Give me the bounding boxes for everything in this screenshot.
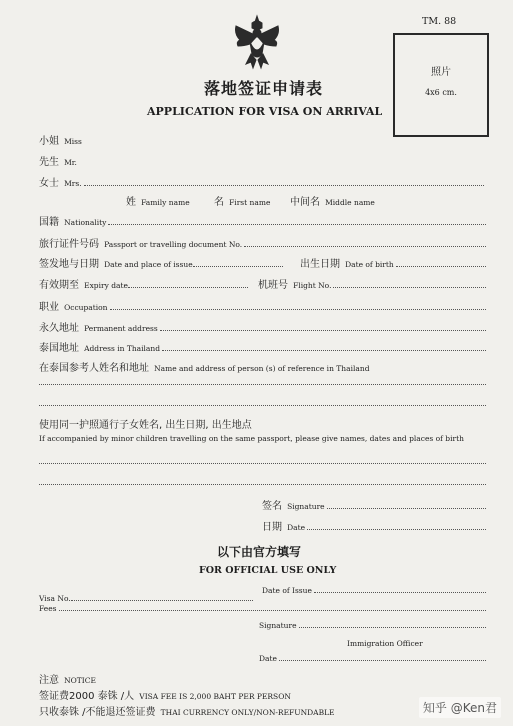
visa-no-field[interactable] xyxy=(71,600,253,601)
official-date-field[interactable] xyxy=(279,659,486,661)
thai-address-row: 泰国地址 Address in Thailand xyxy=(39,336,486,355)
title-mr: 先生 Mr. xyxy=(39,157,77,168)
title-miss: 小姐 Miss xyxy=(39,136,82,147)
issue-field[interactable] xyxy=(193,266,283,267)
flight-row: 机班号 Flight No. xyxy=(258,273,486,292)
middle-name-header: 中间名 Middle name xyxy=(290,197,375,208)
official-title-english: FOR OFFICIAL USE ONLY xyxy=(199,565,337,576)
notice-label: 注意 NOTICE xyxy=(39,675,96,686)
photo-box xyxy=(393,33,489,137)
first-name-header: 名 First name xyxy=(214,197,271,208)
date-field[interactable] xyxy=(307,528,486,530)
minors-label-chinese: 使用同一护照通行子女姓名, 出生日期, 出生地点 xyxy=(39,420,252,431)
minors-line-2[interactable] xyxy=(39,484,486,485)
nationality-field[interactable] xyxy=(108,223,486,225)
birth-field[interactable] xyxy=(396,265,486,267)
notice-line-1: 签证费2000 泰铢 /人 VISA FEE IS 2,000 BAHT PER PERSON xyxy=(39,691,291,702)
date-of-issue-field[interactable] xyxy=(314,591,486,593)
fees-field[interactable] xyxy=(59,609,486,611)
permanent-address-field[interactable] xyxy=(160,329,486,331)
thai-address-field[interactable] xyxy=(162,349,486,351)
garuda-emblem-icon xyxy=(232,14,282,70)
photo-size: 4x6 cm. xyxy=(425,88,457,97)
notice-line-2: 只收泰铢 /不能退还签证费 THAI CURRENCY ONLY/NON-REFUNDABLE xyxy=(39,707,335,718)
official-signature-row: Signature xyxy=(259,621,486,630)
immigration-officer-label: Immigration Officer xyxy=(347,639,423,648)
occupation-field[interactable] xyxy=(110,308,486,310)
expiry-row: 有效期至 Expiry date xyxy=(39,273,248,292)
date-row: 日期 Date xyxy=(262,515,486,534)
title-chinese: 落地签证申请表 xyxy=(204,79,324,98)
passport-field[interactable] xyxy=(244,245,486,247)
occupation-row: 职业 Occupation xyxy=(39,295,486,314)
name-line[interactable] xyxy=(84,184,484,186)
expiry-field[interactable] xyxy=(128,287,248,288)
title-english: APPLICATION FOR VISA ON ARRIVAL xyxy=(147,105,383,118)
watermark: 知乎 @Ken君 xyxy=(419,697,501,718)
date-of-issue-row: Date of Issue xyxy=(262,586,486,595)
birth-row: 出生日期 Date of birth xyxy=(300,252,486,271)
official-title-chinese: 以下由官方填写 xyxy=(217,545,302,559)
nationality-row: 国籍 Nationality xyxy=(39,210,486,229)
visa-no-row: Visa No. xyxy=(39,586,253,605)
permanent-row: 永久地址 Permanent address xyxy=(39,316,486,335)
flight-field[interactable] xyxy=(333,286,486,288)
reference-label: 在泰国参考人姓名和地址 Name and address of person (s) of reference in Thailand xyxy=(39,363,370,374)
reference-line-2[interactable] xyxy=(39,405,486,406)
fees-row: Fees xyxy=(39,604,486,613)
title-mrs-row: 女士 Mrs. xyxy=(39,171,484,190)
signature-row: 签名 Signature xyxy=(262,494,486,513)
passport-row: 旅行证件号码 Passport or travelling document No. xyxy=(39,232,486,251)
photo-label: 照片 xyxy=(431,67,451,78)
family-name-header: 姓 Family name xyxy=(126,197,190,208)
minors-label-english: If accompanied by minor children travelling on the same passport, please give names, dates and places of birth xyxy=(39,434,464,443)
official-signature-field[interactable] xyxy=(299,626,486,628)
form-code: TM. 88 xyxy=(422,16,457,27)
reference-line-1[interactable] xyxy=(39,384,486,385)
official-date-row: Date xyxy=(259,654,486,663)
issue-row: 签发地与日期 Date and place of issue xyxy=(39,252,283,271)
minors-line-1[interactable] xyxy=(39,463,486,464)
signature-field[interactable] xyxy=(327,507,486,509)
